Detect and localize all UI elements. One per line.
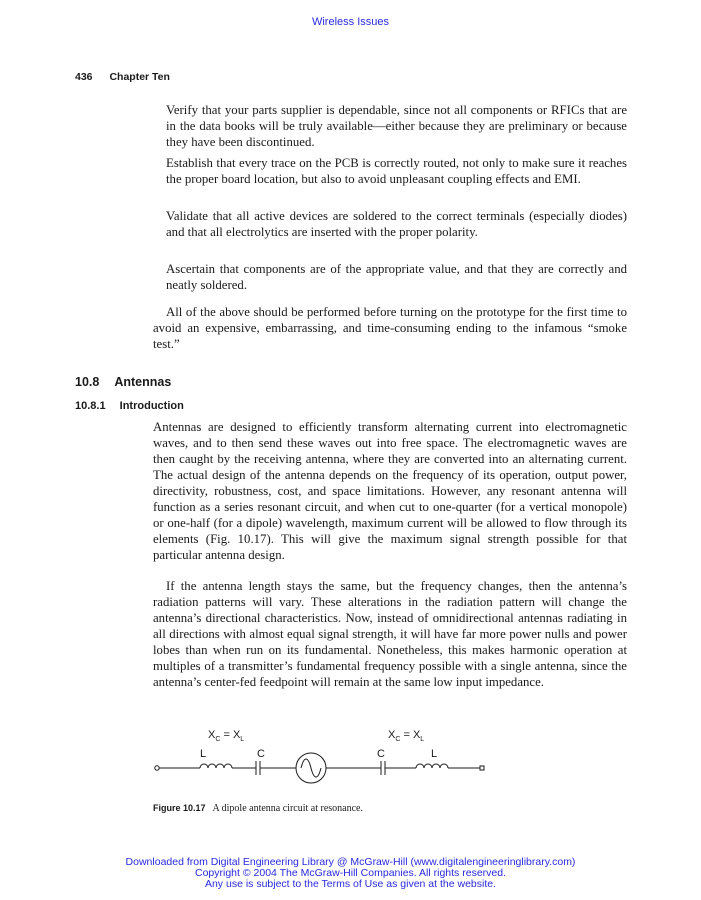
dipole-circuit-diagram [148,726,493,796]
left-resonance-equation: $X_C = X_L$ [208,729,245,743]
subsection-number: 10.8.1 [75,400,106,412]
figure-caption [153,803,363,814]
checklist-item: Validate that all active devices are soldered to the correct terminals (especially diodes) and that all electrolytics are inserted with the proper polarity. [166,209,627,239]
checklist-item: Ascertain that components are of the appropriate value, and that they are correctly and neatly soldered. [166,262,627,292]
section-heading [75,375,171,389]
figure-caption-text: A dipole antenna circuit at resonance. [212,803,363,814]
intro-paragraph: If the antenna length stays the same, but the frequency changes, then the antenna’s radiation patterns will vary. These alterations in the radiation pattern will change the antenna’s directional characteristics. Now, instead of omnidirectional antennas radiating in all directions with almost equal signal strength, it will have far more power nulls and power lobes than when run on its fundamental. Nonetheless, this makes harmonic operation at multiples of a transmitter’s fundamental frequency possible with a single antenna, since the antenna’s center-fed feedpoint will remain at the same low input impedance. [153,579,627,689]
right-resonance-equation: $X_C = X_L$ [388,729,425,743]
sine-wave-icon [301,759,321,777]
right-capacitor-label: C [377,748,385,760]
section-title: Antennas [114,375,172,389]
checklist-item: Verify that your parts supplier is dependable, since not all components or RFICs that are in the data books will be truly available—either because they are preliminary or because they have been discontinued. [166,103,627,149]
checklist-item: Establish that every trace on the PCB is correctly routed, not only to make sure it reaches the proper board location, but also to avoid unpleasant coupling effects and EMI. [166,156,627,186]
chapter-title: Chapter Ten [109,71,170,83]
header-link[interactable]: Wireless Issues [311,16,390,28]
footer-copyright: Copyright © 2004 The McGraw-Hill Companies. All rights reserved. [195,867,506,879]
footer [0,857,701,890]
left-inductor-label: L [200,748,207,760]
right-inductor-label: L [431,748,438,760]
running-head [75,71,170,83]
footer-download-link[interactable]: Downloaded from Digital Engineering Library @ McGraw-Hill (www.digitalengineeringlibrary.com) [125,856,576,868]
left-capacitor-label: C [257,748,265,760]
footer-terms-link[interactable]: Any use is subject to the Terms of Use as given at the website. [204,878,497,890]
left-inductor [200,764,232,768]
right-inductor [416,764,448,768]
page-number: 436 [75,71,93,83]
subsection-heading [75,400,184,412]
intro-paragraph: Antennas are designed to efficiently transform alternating current into electromagnetic waves, and to then send these waves out into free space. The electromagnetic waves are then caught by the receiving antenna, where they are converted into an alternating current. The actual design of the antenna depends on the frequency of its operation, output power, directivity, robustness, cost, and space limitations. However, any resonant antenna will function as a series resonant circuit, and when cut to one-quarter (for a vertical monopole) or one-half (for a dipole) wavelength, maximum current will be allowed to flow through its elements (Fig. 10.17). This will give the maximum signal strength possible for that particular antenna design. [153,420,627,562]
right-terminal [480,766,484,770]
subsection-title: Introduction [119,400,184,412]
section-number: 10.8 [75,375,100,389]
closing-paragraph: All of the above should be performed before turning on the prototype for the first time to avoid an expensive, embarrassing, and time-consuming ending to the infamous “smoke test.” [153,305,627,351]
figure-label: Figure 10.17 [153,803,206,813]
left-terminal [155,766,159,770]
